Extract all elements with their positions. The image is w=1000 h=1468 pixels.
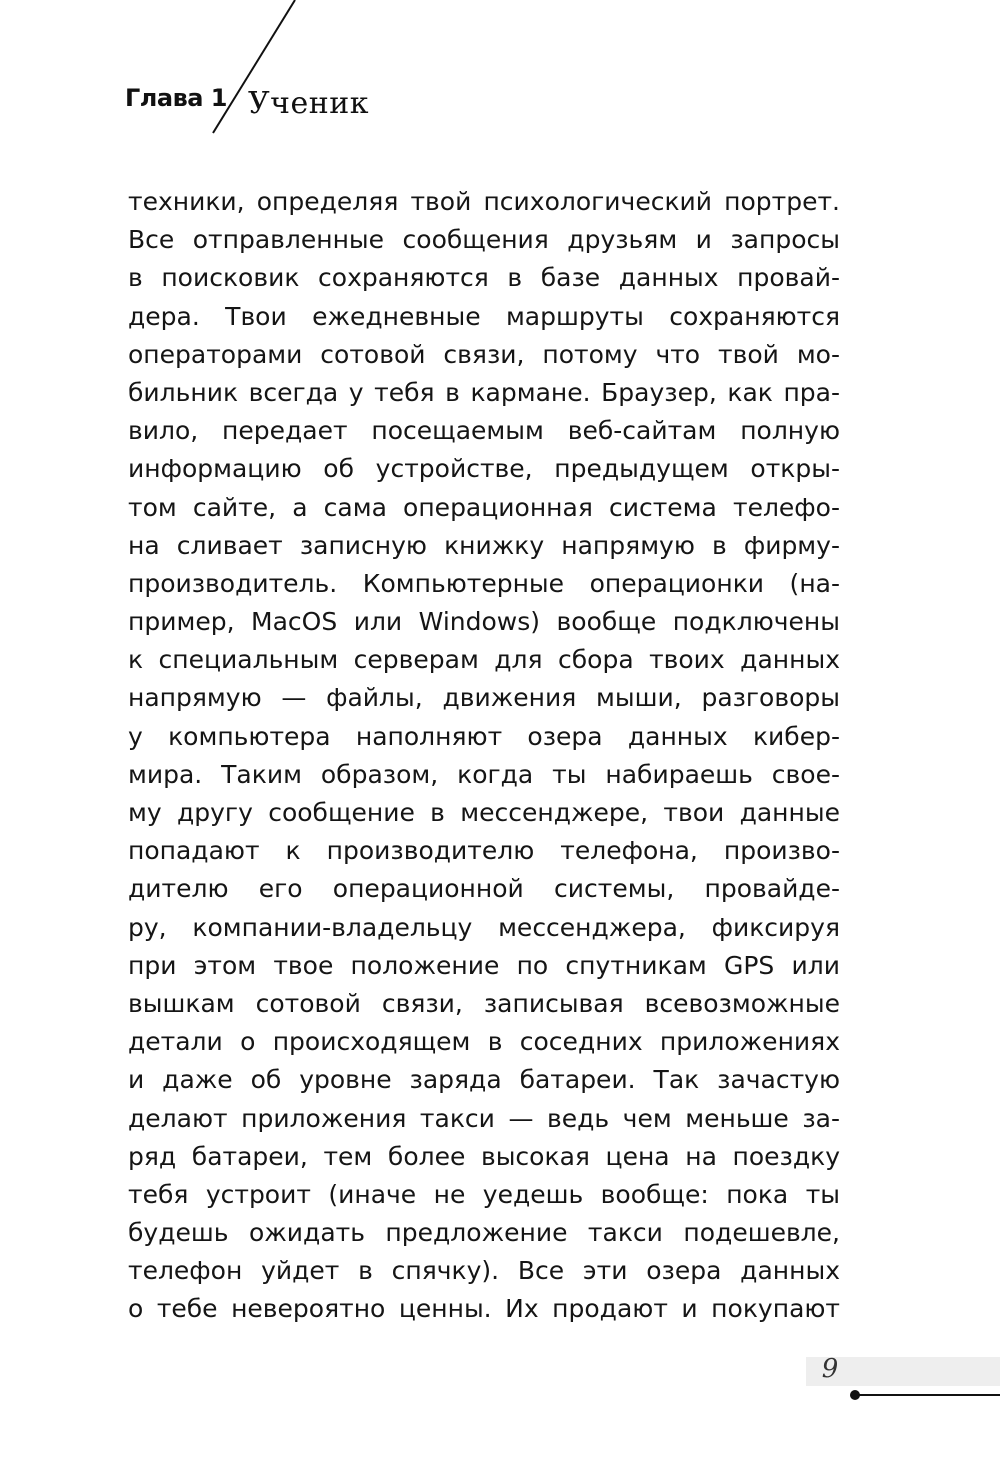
text-line: вило, передает посещаемым веб-сайтам полную: [128, 416, 840, 446]
page-footer-dot: [850, 1390, 860, 1400]
chapter-title: Ученик: [248, 86, 370, 121]
text-line: бильник всегда у тебя в кармане. Браузер, как пра-: [128, 377, 840, 407]
text-line: делают приложения такси — ведь чем меньше за-: [128, 1103, 840, 1133]
text-line: попадают к производителю телефона, произво-: [128, 836, 840, 866]
header-slash-divider: [0, 0, 1000, 140]
text-line: производитель. Компьютерные операционки (на-: [128, 568, 840, 598]
text-line: о тебе невероятно ценны. Их продают и покупают: [128, 1294, 840, 1324]
text-line: на сливает записную книжку напрямую в фирму-: [128, 530, 840, 560]
text-line: и даже об уровне заряда батареи. Так зачастую: [128, 1065, 840, 1095]
text-line: том сайте, а сама операционная система телефо-: [128, 492, 840, 522]
body-paragraph: [128, 183, 840, 1329]
text-line: дера. Твои ежедневные маршруты сохраняются: [128, 301, 840, 331]
text-line: ряд батареи, тем более высокая цена на поездку: [128, 1141, 840, 1171]
text-line: при этом твое положение по спутникам GPS или: [128, 950, 840, 980]
text-line: мира. Таким образом, когда ты набираешь свое-: [128, 759, 840, 789]
text-line: телефон уйдет в спячку). Все эти озера данных: [128, 1256, 840, 1286]
text-line: дителю его операционной системы, провайде-: [128, 874, 840, 904]
chapter-number: Глава 1: [125, 84, 228, 112]
text-line: будешь ожидать предложение такси подешевле,: [128, 1218, 840, 1248]
text-line: напрямую — файлы, движения мыши, разговоры: [128, 683, 840, 713]
text-line: му другу сообщение в мессенджере, твои данные: [128, 798, 840, 827]
text-line: Все отправленные сообщения друзьям и запросы: [128, 225, 840, 255]
text-line: у компьютера наполняют озера данных кибер-: [128, 721, 840, 751]
text-line: к специальным серверам для сбора твоих данных: [128, 645, 840, 675]
text-line: в поисковик сохраняются в базе данных провай-: [128, 263, 840, 293]
text-line: информацию об устройстве, предыдущем откры-: [128, 454, 840, 484]
text-line: операторами сотовой связи, потому что твой мо-: [128, 339, 840, 369]
text-line: пример, MacOS или Windows) вообще подключены: [128, 607, 840, 637]
page-footer-rule: [853, 1394, 1000, 1396]
text-line: детали о происходящем в соседних приложениях: [128, 1027, 840, 1057]
text-line: ру, компании-владельцу мессенджера, фиксируя: [128, 912, 840, 942]
text-line: техники, определяя твой психологический портрет.: [128, 187, 840, 216]
text-line: вышкам сотовой связи, записывая всевозможные: [128, 988, 840, 1018]
text-line: тебя устроит (иначе не уедешь вообще: пока ты: [128, 1179, 840, 1209]
page-number: 9: [821, 1354, 839, 1384]
